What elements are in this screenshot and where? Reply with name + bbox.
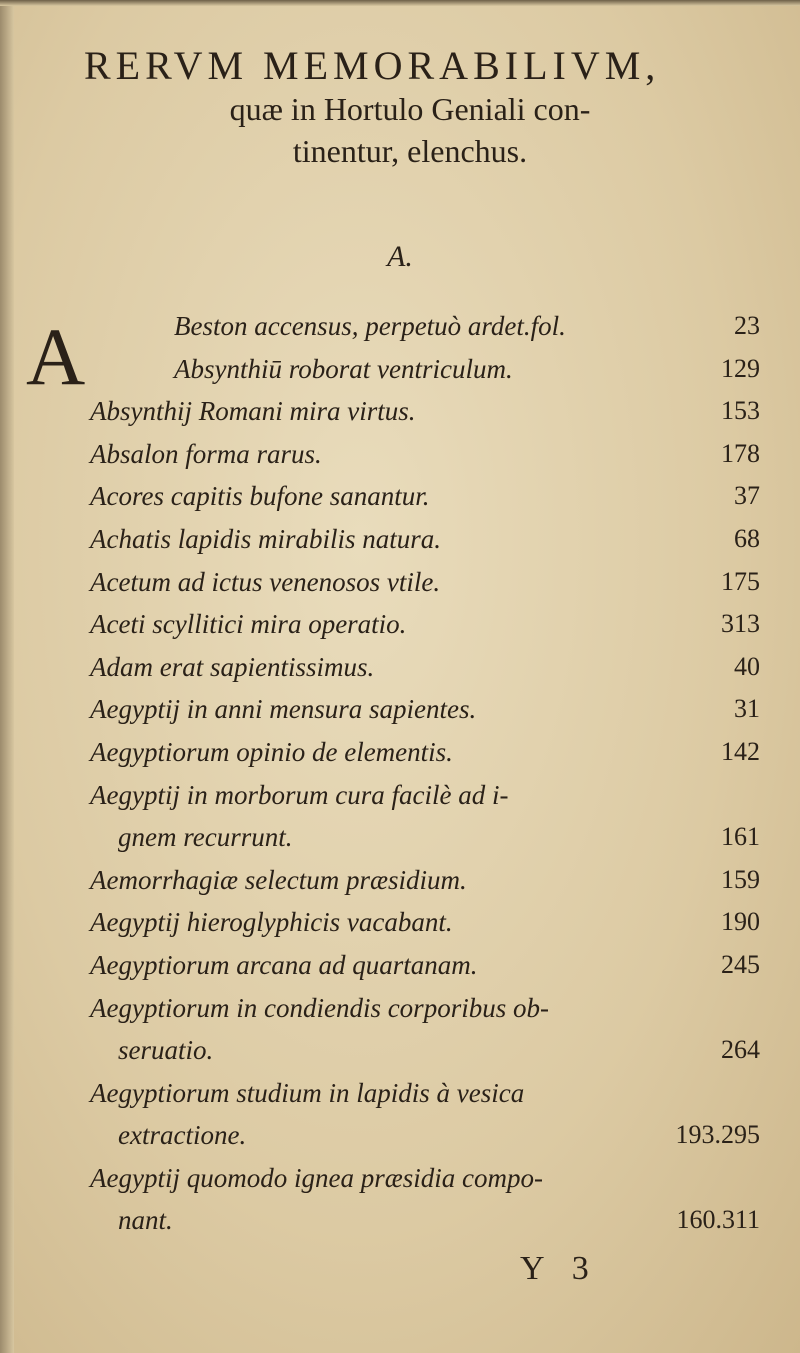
entry-page-number: 245 bbox=[721, 949, 760, 979]
entry-page-number: 23 bbox=[734, 311, 760, 340]
index-entry bbox=[90, 1072, 770, 1157]
index-subtitle bbox=[100, 88, 720, 172]
drop-capital: A bbox=[26, 311, 86, 402]
entry-text: Aemorrhagiæ selectum præsidium. bbox=[90, 864, 467, 895]
entry-text: gnem recurrunt. bbox=[118, 822, 293, 853]
entry-text: Acores capitis bufone sanantur. bbox=[90, 481, 430, 512]
entry-line bbox=[90, 390, 770, 433]
entry-text: Acetum ad ictus venenosos vtile. bbox=[90, 566, 441, 597]
entry-page-number: 40 bbox=[734, 651, 760, 681]
entry-page-number: 264 bbox=[721, 1035, 760, 1065]
index-entry bbox=[90, 688, 770, 731]
index-entry bbox=[90, 731, 770, 774]
entry-page-number: 160.311 bbox=[676, 1205, 760, 1235]
entry-line bbox=[90, 475, 770, 518]
entry-line bbox=[90, 1029, 770, 1072]
entry-text: Aegyptiorum studium in lapidis à vesica bbox=[90, 1077, 525, 1108]
signature-mark: Y 3 bbox=[520, 1250, 599, 1287]
index-entry bbox=[90, 1157, 770, 1242]
entry-line bbox=[90, 1157, 770, 1200]
entry-line bbox=[90, 901, 770, 944]
index-entry bbox=[90, 348, 770, 391]
entry-page-number: 313 bbox=[721, 609, 760, 639]
index-entry bbox=[90, 518, 770, 561]
index-entry bbox=[90, 305, 770, 348]
entry-page-number: 31 bbox=[734, 694, 760, 724]
entry-line bbox=[90, 859, 770, 902]
index-entries-list bbox=[90, 305, 770, 1242]
entry-page-number: 153 bbox=[721, 396, 760, 426]
entry-text: Aceti scyllitici mira operatio. bbox=[90, 609, 407, 640]
entry-page-number: 190 bbox=[721, 907, 760, 937]
entry-text: Aegyptiorum arcana ad quartanam. bbox=[90, 949, 478, 980]
entry-text: Adam erat sapientissimus. bbox=[90, 651, 375, 682]
entry-page-number: 37 bbox=[734, 481, 760, 511]
subtitle-line-1: quæ in Hortulo Geniali con- bbox=[229, 91, 591, 127]
entry-text: Aegyptij in morborum cura facilè ad i- bbox=[90, 779, 509, 810]
entry-text: Absynthiū roborat ventriculum. bbox=[174, 353, 513, 384]
entry-text: nant. bbox=[118, 1205, 173, 1236]
index-entry bbox=[90, 433, 770, 476]
entry-page-number: 159 bbox=[721, 864, 760, 894]
section-letter-heading: A. bbox=[387, 240, 413, 273]
entry-line bbox=[90, 348, 770, 391]
entry-line bbox=[90, 305, 770, 348]
entry-text: Aegyptij in anni mensura sapientes. bbox=[90, 694, 477, 725]
entry-line bbox=[90, 561, 770, 604]
entry-page-number: 193.295 bbox=[675, 1120, 760, 1150]
entry-line bbox=[90, 944, 770, 987]
entry-line bbox=[90, 518, 770, 561]
entry-page-number: 142 bbox=[721, 736, 760, 766]
index-entry bbox=[90, 859, 770, 902]
index-entry bbox=[90, 944, 770, 987]
entry-line bbox=[90, 816, 770, 859]
index-entry bbox=[90, 774, 770, 859]
subtitle-line-2: tinentur, elenchus. bbox=[292, 133, 528, 169]
entry-text: seruatio. bbox=[118, 1035, 214, 1066]
entry-line bbox=[90, 646, 770, 689]
index-entry bbox=[90, 603, 770, 646]
entry-line bbox=[90, 731, 770, 774]
entry-text: Aegyptiorum opinio de elementis. bbox=[90, 736, 453, 767]
index-entry bbox=[90, 561, 770, 604]
entry-line bbox=[90, 1114, 770, 1157]
index-entry bbox=[90, 987, 770, 1072]
entry-text: extractione. bbox=[118, 1120, 247, 1151]
entry-page-number: 161 bbox=[721, 822, 760, 852]
entry-text: Absynthij Romani mira virtus. bbox=[90, 396, 416, 427]
entry-text: Achatis lapidis mirabilis natura. bbox=[90, 523, 442, 554]
entry-line bbox=[90, 774, 770, 817]
entry-page-number: 178 bbox=[721, 438, 760, 468]
entry-line bbox=[90, 603, 770, 646]
entry-line bbox=[90, 1072, 770, 1115]
page-top-edge bbox=[0, 0, 800, 6]
entry-text: Aegyptiorum in condiendis corporibus ob- bbox=[90, 992, 549, 1023]
entry-page-number: 175 bbox=[721, 566, 760, 596]
entry-text: Beston accensus, perpetuò ardet.fol. bbox=[174, 311, 566, 341]
entry-line bbox=[90, 688, 770, 731]
index-entry bbox=[90, 901, 770, 944]
index-entry bbox=[90, 646, 770, 689]
index-entry bbox=[90, 475, 770, 518]
entry-page-number: 129 bbox=[721, 353, 760, 383]
entry-line bbox=[90, 1199, 770, 1242]
entry-line bbox=[90, 987, 770, 1030]
index-entry bbox=[90, 390, 770, 433]
entry-line bbox=[90, 433, 770, 476]
entry-text: Aegyptij quomodo ignea præsidia compo- bbox=[90, 1162, 543, 1193]
entry-text: Absalon forma rarus. bbox=[90, 438, 322, 469]
index-title: RERVM MEMORABILIVM, bbox=[84, 43, 661, 88]
entry-page-number: 68 bbox=[734, 523, 760, 553]
page-left-edge bbox=[0, 0, 14, 1353]
entry-text: Aegyptij hieroglyphicis vacabant. bbox=[90, 907, 453, 938]
